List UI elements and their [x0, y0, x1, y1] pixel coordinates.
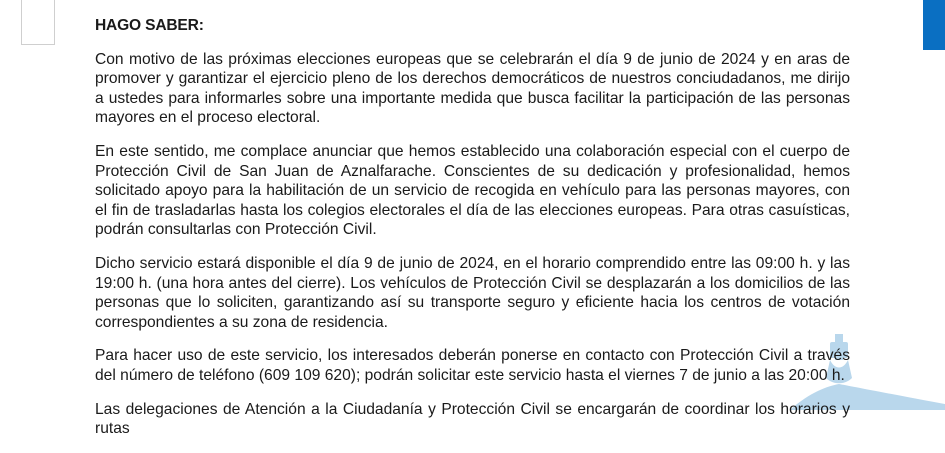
- page-corner-box: [21, 0, 55, 45]
- paragraph-elections-intro: Con motivo de las próximas elecciones europeas que se celebrarán el día 9 de junio de 2024 y en aras de promover y garantizar el ejercicio pleno de los derechos democráticos de nuestros conciudadanos, me dirijo a ustedes para informarles sobre una importante medida que busca facilitar la participación de las personas mayores en el proceso electoral.: [95, 50, 850, 127]
- paragraph-delegations-coordination: Las delegaciones de Atención a la Ciudadanía y Protección Civil se encargarán de coordinar los horarios y rutas: [95, 400, 850, 438]
- paragraph-service-schedule: Dicho servicio estará disponible el día 9 de junio de 2024, en el horario comprendido entre las 09:00 h. y las 19:00 h. (una hora antes del cierre). Los vehículos de Protección Civil se desplazarán a los domicilios de las personas que lo soliciten, garantizando así su transporte seguro y eficiente hacia los centros de votación correspondientes a su zona de residencia.: [95, 254, 850, 331]
- accent-side-bar: [923, 0, 945, 50]
- doc-heading: HAGO SABER:: [95, 17, 204, 34]
- paragraph-contact-phone: Para hacer uso de este servicio, los interesados deberán ponerse en contacto con Protección Civil a través del número de teléfono (609 109 620); podrán solicitar este servicio hasta el viernes 7 de junio a las 20:00 h.: [95, 347, 850, 384]
- paragraph-civil-protection-collaboration: En este sentido, me complace anunciar que hemos establecido una colaboración especial con el cuerpo de Protección Civil de San Juan de Aznalfarache. Conscientes de su dedicación y profesionalidad, hemos solicitado apoyo para la habilitación de un servicio de recogida en vehículo para las personas mayores, con el fin de trasladarlas hasta los colegios electorales el día de las elecciones europeas. Para otras casuísticas, podrán consultarlas con Protección Civil.: [95, 142, 850, 239]
- letter-body: [95, 16, 850, 453]
